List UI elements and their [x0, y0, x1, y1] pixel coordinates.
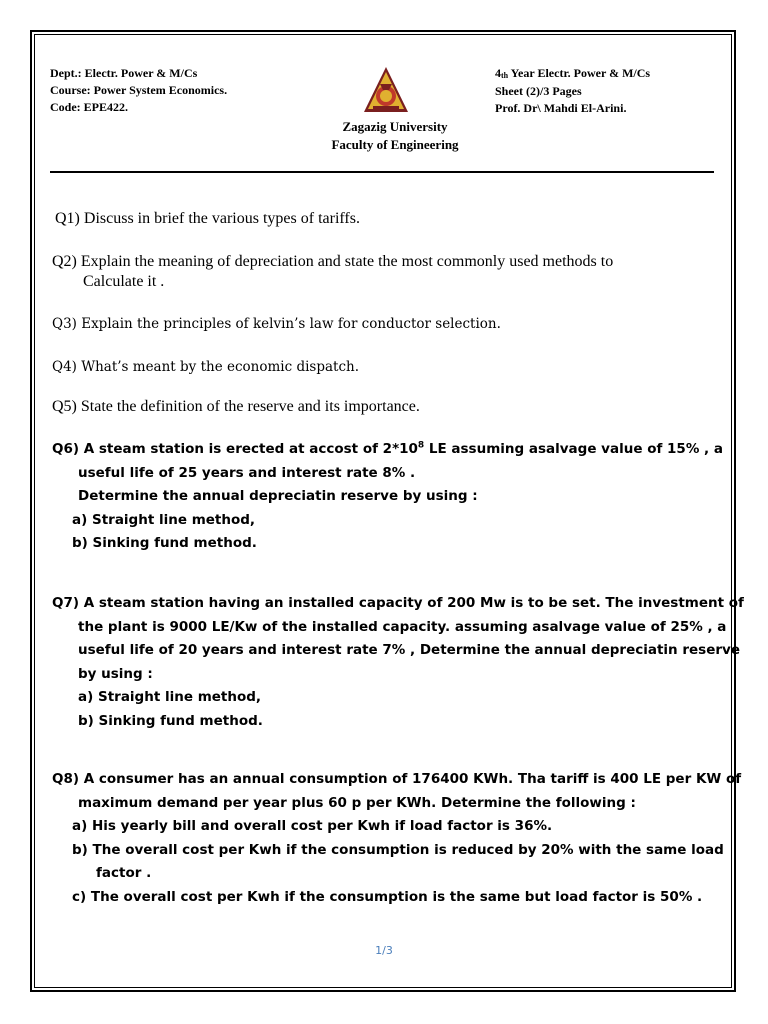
faculty-name: Faculty of Engineering: [331, 137, 459, 152]
question-3: Q3) Explain the principles of kelvin’s law for conductor selection.: [52, 316, 501, 332]
question-4: Q4) What’s meant by the economic dispatch.: [52, 359, 359, 375]
page-number: 1/3: [375, 944, 393, 957]
university-name: Zagazig University: [342, 119, 448, 134]
header-right: [495, 65, 650, 117]
university-block: [300, 118, 490, 154]
dept-line: Dept.: Electr. Power & M/Cs: [50, 66, 198, 80]
code-line: Code: EPE422.: [50, 100, 128, 114]
question-8: Q8) A consumer has an annual consumption of 176400 KWh. Tha tariff is 400 LE per KW of maximum demand per year plus 60 p per KWh. Determine the following : a) His yearly bill and overall cost per Kwh if load factor is 36%. b) The overall cost per Kwh if the consumption is reduced by 20% with the same load factor . c) The overall cost per Kwh if the consumption is the same but load factor is 50% .: [52, 771, 742, 905]
sheet-line: Sheet (2)/3 Pages: [495, 84, 582, 98]
course-line: Course: Power System Economics.: [50, 83, 228, 97]
header-divider: [50, 171, 714, 173]
year-line: 4th Year Electr. Power & M/Cs: [495, 66, 651, 80]
question-5: Q5) State the definition of the reserve and its importance.: [52, 398, 420, 415]
question-6: Q6) A steam station is erected at accost of $2*10^8$ LE assuming asalvage value of 15% , a useful life of 25 years and interest rate 8% . Determine the annual depreciatin reserve by using : a) Straight line method, b) Sinking fund method.: [52, 440, 723, 551]
question-2: Q2) Explain the meaning of depreciation and state the most commonly used methods to Calculate it .: [52, 253, 614, 290]
question-7: Q7) A steam station having an installed capacity of 200 Mw is to be set. The investment of the plant is 9000 LE/Kw of the installed capacity. assuming asalvage value of 25% , a useful life of 20 years and interest rate 7% , Determine the annual depreciatin reserve by using : a) Straight line method, b) Sinking fund method.: [52, 595, 744, 729]
prof-line: Prof. Dr\ Mahdi El-Arini.: [495, 101, 627, 115]
university-logo-icon: [361, 66, 411, 116]
header-left: [50, 65, 227, 116]
question-1: Q1) Discuss in brief the various types of tariffs.: [55, 210, 360, 227]
